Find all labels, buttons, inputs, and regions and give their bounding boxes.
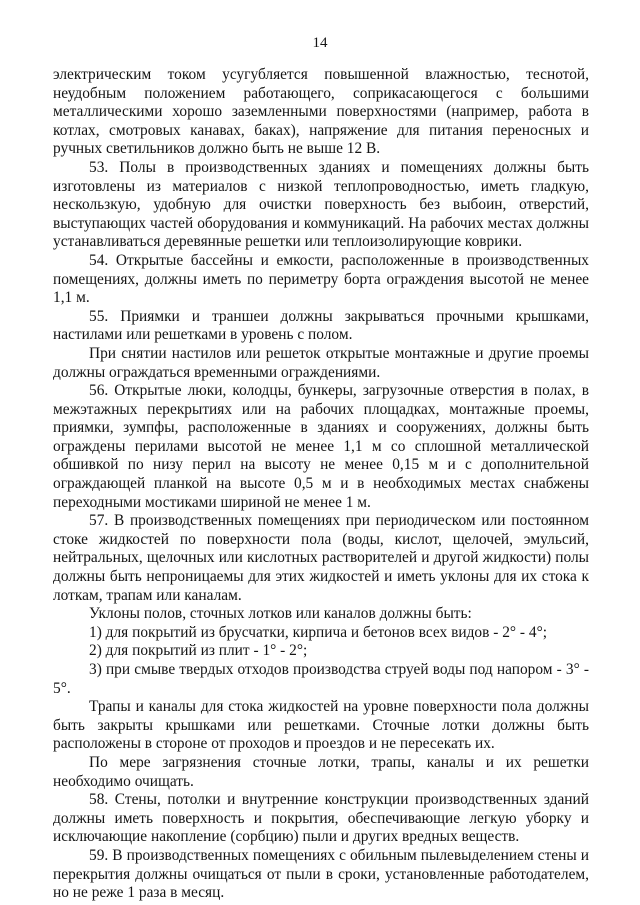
- paragraph-54: 54. Открытые бассейны и емкости, расположенные в производственных помещениях, должны иметь по периметру борта ограждения высотой не менее 1,1 м.: [53, 251, 589, 307]
- paragraph-53: 53. Полы в производственных зданиях и помещениях должны быть изготовлены из материалов с низкой теплопроводностью, иметь гладкую, нескользкую, удобную для очистки поверхность без выбоин, отверстий, выступающих частей оборудования и коммуникаций. На рабочих местах должны устанавливаться деревянные решетки или теплоизолирующие коврики.: [53, 158, 589, 251]
- paragraph-57: 57. В производственных помещениях при периодическом или постоянном стоке жидкостей по поверхности пола (воды, кислот, щелочей, эмульсий, нейтральных, щелочных или кислотных растворителей и другой жидкости) полы должны быть непроницаемы для этих жидкостей и иметь уклоны для их стока к лоткам, трапам или каналам.: [53, 512, 589, 604]
- page-number: 14: [312, 35, 328, 51]
- body-text: [53, 66, 589, 903]
- paragraph-57-slopes: Уклоны полов, сточных лотков или каналов должны быть:: [89, 605, 472, 623]
- paragraph-57-item-3: 3) при смыве твердых отходов производства струей воды под напором - 3° - 5°.: [53, 661, 589, 697]
- paragraph-58: 58. Стены, потолки и внутренние конструкции производственных зданий должны иметь поверхность и покрытия, обеспечивающие легкую уборку и исключающие накопление (сорбцию) пыли и других вредных веществ.: [53, 791, 589, 846]
- paragraph-57-cleaning: По мере загрязнения сточные лотки, трапы, каналы и их решетки необходимо очищать.: [53, 753, 589, 790]
- paragraph-56: 56. Открытые люки, колодцы, бункеры, загрузочные отверстия в полах, в межэтажных перекрытиях или на рабочих площадках, монтажные проемы, приямки, зумпфы, расположенные в зданиях и сооружениях, должны быть ограждены перилами высотой не менее 1,1 м со сплошной металлической обшивкой по низу перил на высоту не менее 0,15 м и с дополнительной ограждающей планкой на высоте 0,5 м и в необходимых местах снабжены переходными мостиками шириной не менее 1 м.: [53, 382, 589, 511]
- paragraph-55-removal: При снятии настилов или решеток открытые монтажные и другие проемы должны ограждаться временными ограждениями.: [53, 344, 589, 381]
- paragraph-continuation: электрическим током усугубляется повышенной влажностью, теснотой, неудобным положением работающего, соприкасающегося с большими металлическими хорошо заземленными поверхностями (например, работа в котлах, смотровых канавах, баках), напряжение для питания переносных и ручных светильников должно быть не выше 12 В.: [53, 66, 589, 158]
- paragraph-57-item-2: 2) для покрытий из плит - 1° - 2°;: [89, 642, 308, 660]
- paragraph-55: 55. Приямки и траншеи должны закрываться прочными крышками, настилами или решетками в уровень с полом.: [53, 307, 589, 344]
- paragraph-59: 59. В производственных помещениях с обильным пылевыделением стены и перекрытия должны очищаться от пыли в сроки, установленные работодателем, но не реже 1 раза в месяц.: [53, 846, 589, 902]
- paragraph-57-traps: Трапы и каналы для стока жидкостей на уровне поверхности пола должны быть закрыты крышками или решетками. Сточные лотки должны быть расположены в стороне от проходов и проездов и не пересекать их.: [53, 698, 589, 753]
- paragraph-57-item-1: 1) для покрытий из брусчатки, кирпича и бетонов всех видов - 2° - 4°;: [89, 623, 547, 641]
